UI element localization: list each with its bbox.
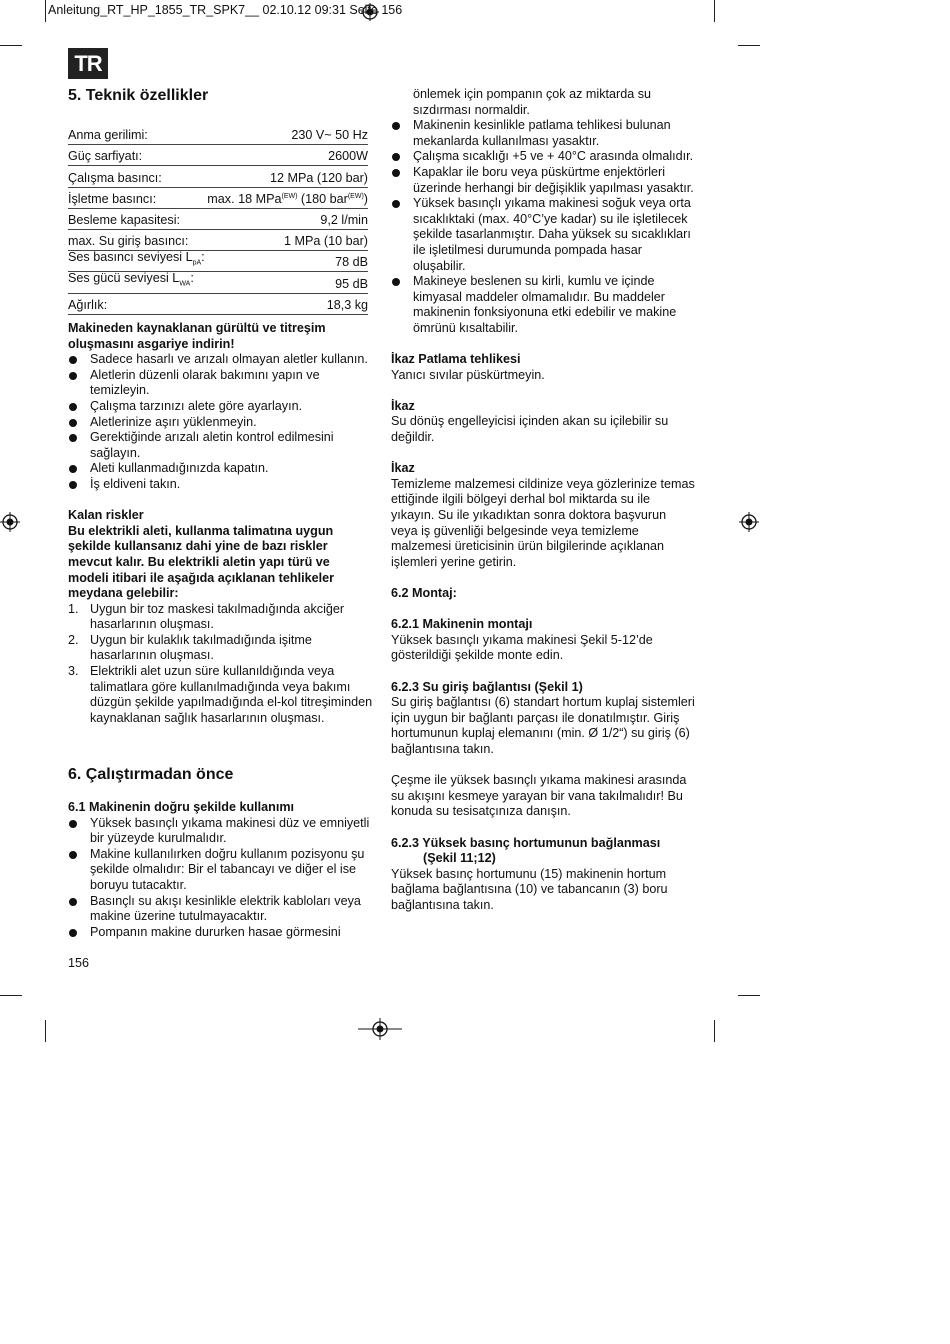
print-slug: Anleitung_RT_HP_1855_TR_SPK7__ 02.10.12 09:31 Seite 156 (48, 3, 403, 17)
section-61-left (68, 800, 373, 940)
s621-heading: 6.2.1 Makinenin montajı (391, 617, 533, 632)
s61-list-left (68, 816, 373, 941)
spec-label: Ses gücü seviyesi $L_{WA}$: (68, 270, 194, 288)
spec-label: max. Su giriş basıncı: (68, 234, 189, 249)
language-badge: TR (68, 48, 108, 79)
s623a-heading: 6.2.3 Su giriş bağlantısı (Şekil 1) (391, 679, 583, 694)
bullet-item: Basınçlı su akışı kesinlikle elektrik kabloları veya makine üzerine tutulmayacaktır. (68, 894, 373, 925)
risk-number: 2. (68, 632, 79, 647)
bullet-item: Çalışma sıcaklığı +5 ve + 40°C arasında olmalıdır. (391, 149, 696, 165)
s623b-heading: 6.2.3 Yüksek basınç hortumunun bağlanması (391, 835, 661, 850)
bullet-item: Aletlerin düzenli olarak bakımını yapın ve temizleyin. (68, 368, 373, 399)
spec-row (68, 145, 368, 166)
spec-row (68, 209, 368, 230)
risks-heading: Kalan riskler (68, 508, 144, 523)
risk-number: 1. (68, 601, 79, 616)
risk-item (68, 633, 373, 664)
spec-label: Ağırlık: (68, 297, 108, 312)
bullet-item: Yüksek basınçlı yıkama makinesi düz ve emniyetli bir yüzeyde kurulmalıdır. (68, 816, 373, 847)
spec-label: Ses basıncı seviyesi $L_{pA}$: (68, 249, 205, 267)
spec-label: İşletme basıncı: (68, 191, 157, 206)
bullet-item: Aletlerinize aşırı yüklenmeyin. (68, 415, 373, 431)
bullet-item: Gerektiğinde arızalı aletin kontrol edilmesini sağlayın. (68, 430, 373, 461)
bullet-item: Yüksek basınçlı yıkama makinesi soğuk veya orta sıcaklıktaki (max. 40°C’ye kadar) su ile işletilecek şekilde tasarlanmıştır. Daha yüksek su sıcaklıkları ile işletilmesi durumunda pompada hasar oluşabilir. (391, 196, 696, 274)
section-5-title: 5. Teknik özellikler (68, 87, 209, 104)
bullet-item: Kapaklar ile boru veya püskürtme enjektörleri üzerinde herhangi bir değişiklik yapılması yasaktır. (391, 165, 696, 196)
bullet-item: Aleti kullanmadığınızda kapatın. (68, 461, 373, 477)
noise-list (68, 352, 373, 492)
s61-list-right (391, 118, 696, 336)
risk-item (68, 664, 373, 726)
spec-row (68, 124, 368, 145)
registration-mark-bottom (358, 1018, 402, 1040)
warning-explosion-heading: İkaz Patlama tehlikesi (391, 352, 521, 367)
bullet-item: Makine kullanılırken doğru kullanım pozisyonu şu şekilde olmalıdır: Bir el tabancayı ve diğer el ise boruyu tutacaktır. (68, 847, 373, 894)
section-6-title: 6. Çalıştırmadan önce (68, 766, 234, 783)
spec-label: Çalışma basıncı: (68, 170, 162, 185)
spec-row (68, 166, 368, 187)
registration-mark-right (739, 512, 759, 532)
s623b-heading-figure: (Şekil 11;12) (423, 851, 496, 866)
risk-text: Uygun bir kulaklık takılmadığında işitme hasarlarının oluşması. (90, 632, 312, 663)
risk-text: Uygun bir toz maskesi takılmadığında akciğer hasarlarının oluşması. (90, 601, 345, 632)
risk-text: Elektrikli alet uzun süre kullanıldığında veya talimatlara göre kullanılmadığında veya bakımı düzgün şekilde yapılmadığında el-kol titreşiminden kaynaklanan sağlık hasarlarının oluşması. (90, 664, 373, 725)
s61-continuation: önlemek için pompanın çok az miktarda su sızdırması normaldir. (413, 87, 651, 117)
risk-item (68, 602, 373, 633)
bullet-item: Makineye beslenen su kirli, kumlu ve içinde kimyasal maddeler olmamalıdır. Bu maddeler makinenin fonksiyonuna etki edebilir ve makine ömrünü kısaltabilir. (391, 274, 696, 336)
spec-table (68, 124, 368, 315)
spec-row (68, 272, 368, 293)
right-column-body (391, 87, 696, 913)
spec-value: 95 dB (335, 276, 368, 291)
spec-row (68, 188, 368, 209)
warning-cleaner-heading: İkaz (391, 461, 415, 476)
spec-value: 2600W (328, 149, 368, 164)
s61-heading: 6.1 Makinenin doğru şekilde kullanımı (68, 800, 295, 814)
warning-water-text: Su dönüş engelleyicisi içinden akan su içilebilir su değildir. (391, 414, 669, 445)
left-column-body (68, 321, 373, 726)
bullet-item: Pompanın makine dururken hasae görmesini (68, 925, 373, 941)
bullet-item: İş eldiveni takın. (68, 477, 373, 493)
spec-value: 12 MPa (120 bar) (269, 170, 368, 185)
warning-cleaner-text: Temizleme malzemesi cildinize veya gözlerinize temas ettiğinde ilgili bölgeyi derhal bol miktarda su ile yıkayın. Su ile yıkadıktan sonra doktora başvurun veya iş güvenliği belgesinde veya temizleme malzemesi üreticisinin ürün bilgilerinde açıklanan işlemleri yerine getirin. (391, 476, 695, 569)
spec-value: 78 dB (335, 255, 368, 270)
s623a-text-1: Su giriş bağlantısı (6) standart hortum kuplaj sistemleri için uygun bir bağlantı parçası ile donatılmıştır. Giriş hortumunun kuplaj elemanını (min. Ø 1/2“) su giriş (6) bağlantısına takın. (391, 695, 695, 756)
noise-heading: Makineden kaynaklanan gürültü ve titreşim oluşmasını asgariye indirin! (68, 321, 326, 351)
spec-value: max. 18 MPa$^{(EW)}$ (180 bar$^{(EW)}$) (207, 191, 368, 206)
warning-explosion-text: Yanıcı sıvılar püskürtmeyin. (391, 367, 545, 382)
spec-value: 9,2 l/min (320, 212, 368, 227)
spec-label: Besleme kapasitesi: (68, 212, 180, 227)
spec-label: Anma gerilimi: (68, 128, 148, 143)
s623a-text-2: Çeşme ile yüksek basınçlı yıkama makinesi arasında su akışını kesmeye yarayan bir vana takılmalıdır! Bu konuda su tesisatçınıza danışın. (391, 773, 687, 819)
risks-intro: Bu elektrikli aleti, kullanma talimatına uygun şekilde kullansanız dahi yine de bazı riskler mevcut kalır. Bu elektrikli aletin yapı türü ve modeli itibari ile aşağıda açıklanan tehlikeler meydana gelebilir: (68, 523, 334, 601)
registration-mark-left (0, 512, 20, 532)
bullet-item: Çalışma tarzınızı alete göre ayarlayın. (68, 399, 373, 415)
spec-value: 230 V~ 50 Hz (291, 128, 368, 143)
spec-value: 1 MPa (10 bar) (284, 234, 368, 249)
page-number: 156 (68, 956, 90, 970)
warning-water-heading: İkaz (391, 398, 415, 413)
spec-row (68, 294, 368, 315)
spec-value: 18,3 kg (326, 297, 368, 312)
s621-text: Yüksek basınçlı yıkama makinesi Şekil 5-12’de gösterildiği şekilde monte edin. (391, 632, 653, 663)
spec-label: Güç sarfiyatı: (68, 149, 143, 164)
risk-number: 3. (68, 664, 79, 679)
s623b-text: Yüksek basınç hortumunu (15) makinenin hortum bağlama bağlantısına (10) ve tabancanın (3) boru bağlantısına takın. (391, 866, 668, 912)
bullet-item: Makinenin kesinlikle patlama tehlikesi bulunan mekanlarda kullanılması yasaktır. (391, 118, 696, 149)
s62-heading: 6.2 Montaj: (391, 586, 457, 600)
bullet-item: Sadece hasarlı ve arızalı olmayan aletler kullanın. (68, 352, 373, 368)
risk-list (68, 602, 373, 727)
